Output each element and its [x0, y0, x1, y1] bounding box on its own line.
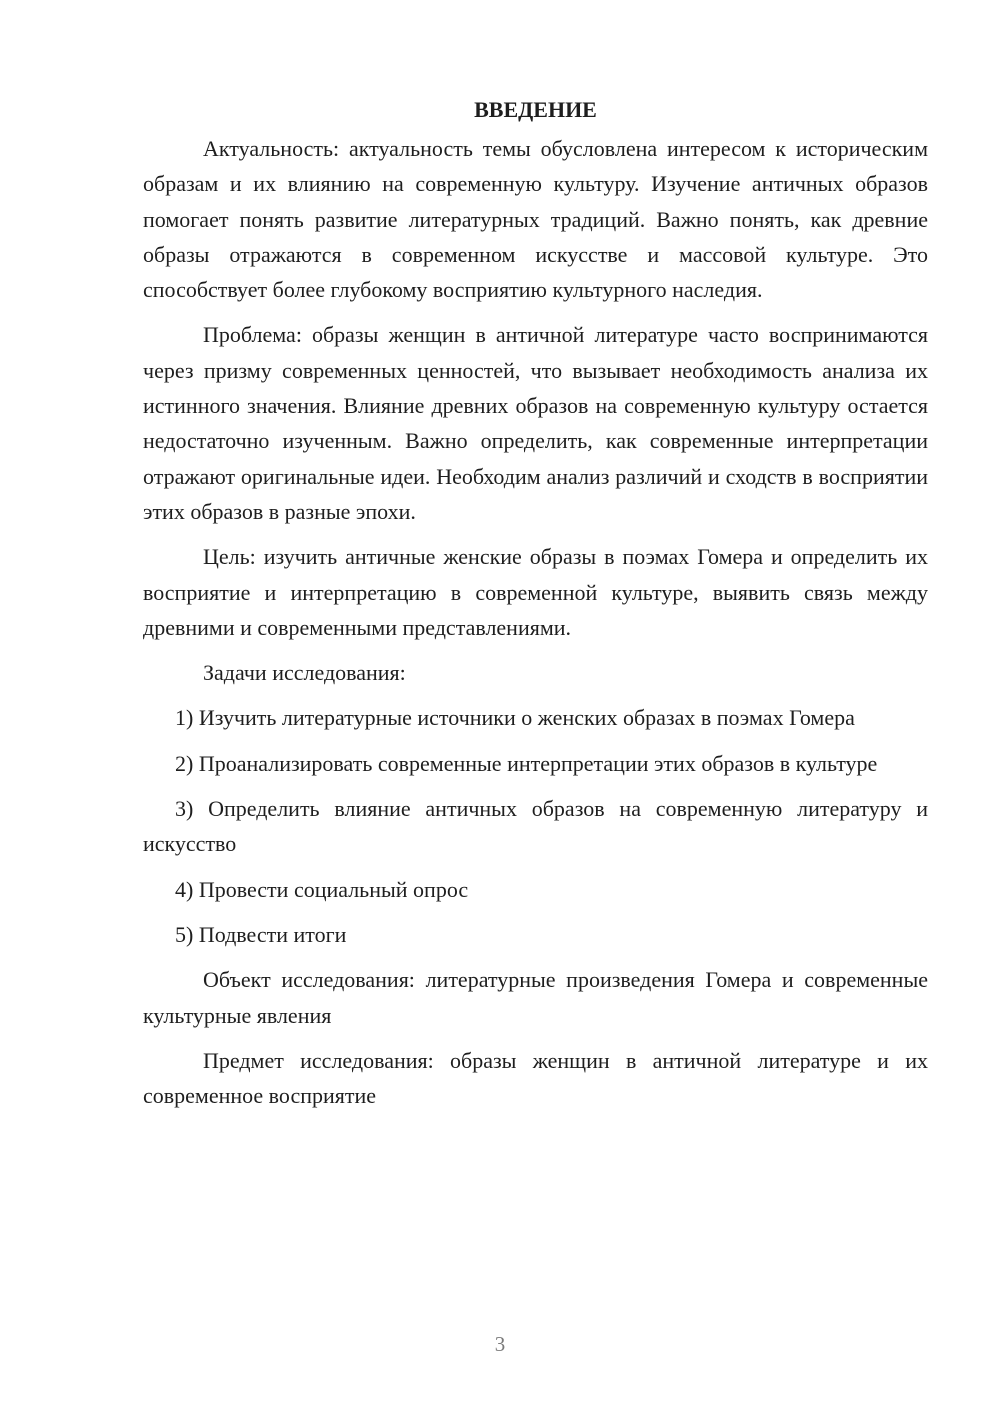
task-item: 4) Провести социальный опрос — [175, 876, 469, 902]
task-item: 5) Подвести итоги — [175, 921, 347, 947]
problem-paragraph: Проблема: образы женщин в античной литературе часто воспринимаются через призму современных ценностей, что вызывает необходимость анализа их истинного значения. Влияние древних образов на современную культуру остается недостаточно изученным. Важно определить, как современные интерпретации отражают оригинальные идеи. Необходим анализ различий и сходств в восприятии этих образов в разные эпохи. — [143, 322, 928, 524]
tasks-intro: Задачи исследования: — [203, 660, 406, 686]
goal-paragraph: Цель: изучить античные женские образы в поэмах Гомера и определить их восприятие и интерпретацию в современной культуре, выявить связь между древними и современными представлениями. — [143, 544, 928, 640]
relevance-paragraph: Актуальность: актуальность темы обусловлена интересом к историческим образам и их влиянию на современную культуру. Изучение античных образов помогает понять развитие литературных традиций. Важно понять, как древние образы отражаются в современном искусстве и массовой культуре. Это способствует более глубокому восприятию культурного наследия. — [143, 136, 928, 303]
page-number: 3 — [494, 1332, 506, 1356]
object-paragraph: Объект исследования: литературные произведения Гомера и современные культурные явления — [143, 967, 928, 1028]
task-item: 1) Изучить литературные источники о женских образах в поэмах Гомера — [175, 705, 855, 731]
page-content — [143, 92, 928, 1113]
subject-paragraph: Предмет исследования: образы женщин в античной литературе и их современное восприятие — [143, 1047, 928, 1109]
task-item: 3) Определить влияние античных образов на современную литературу и искусство — [143, 796, 928, 857]
task-item: 2) Проанализировать современные интерпретации этих образов в культуре — [175, 750, 878, 776]
section-heading: ВВЕДЕНИЕ — [474, 97, 597, 122]
